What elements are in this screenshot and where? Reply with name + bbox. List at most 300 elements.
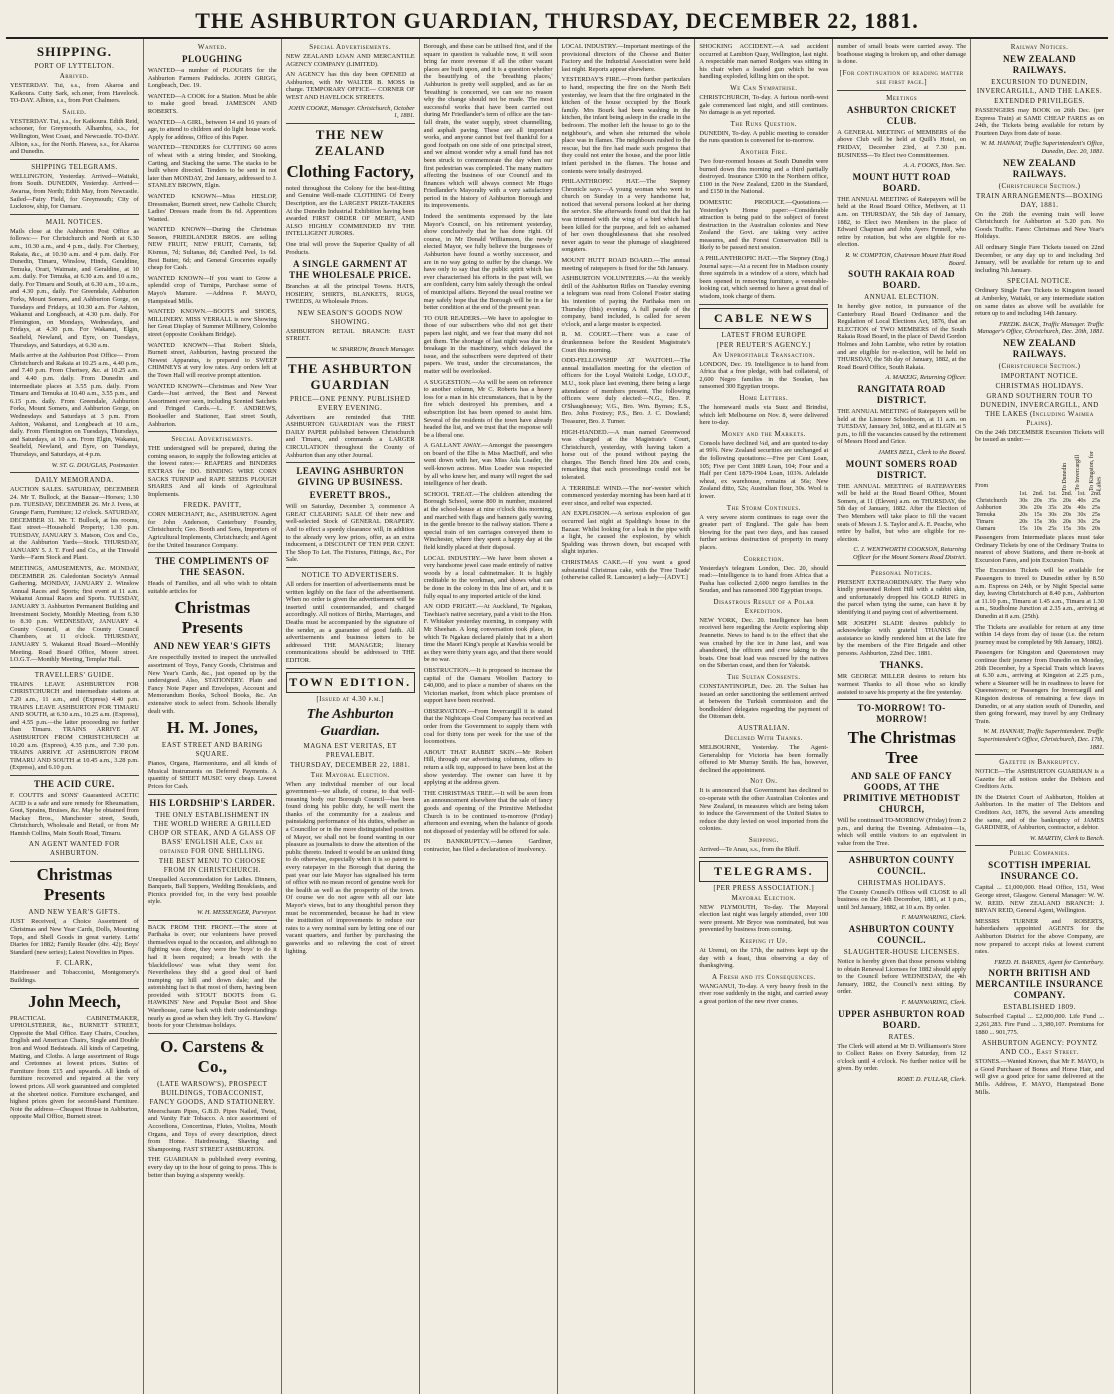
fares-cell: 20s <box>1019 512 1028 519</box>
section-heading: A Fresh and its Consequences. <box>711 972 816 981</box>
section-heading: MAGNA EST VERITAS, ET PREVALEBIT. <box>303 741 397 759</box>
article-text: At Urenui, on the 17th, the natives kept up the day with a feast, thus observing a day of thanksgiving. <box>699 946 829 970</box>
section-heading: Gazette in Bankruptcy. <box>999 758 1080 767</box>
fares-cell: 20s <box>1033 498 1043 505</box>
article-text: BACK FROM THE FRONT.—The store at Parihaka is over; our volunteers have proved themselves equal to the occasion, and although no fighting was done, they were the 'boys' to do it had it been required; a breath with the 'blackfellows' was what they went for. Nevertheless they did a good deal of hard tramping up hill and down dale; and the astonishing fact is that most of them, having been provided with STOUT BOOTS from G. HAWKINS' New and Popular Boot and Shoe Warehouse, came back with their understandings nearly as good as when they left. Try G. Hawkins' boots for your Christmas holidays. <box>147 923 277 1030</box>
signature-line: A. MAKEIG, Returning Officer. <box>885 374 967 382</box>
article-text: THE ANNUAL MEETING of Ratepayers will be held at the Road Board Office, Methven, at 11 a.m. on THURSDAY, the 5th day of January, 1882, to Elect two Members in the place of Edward Chapman and John Ayers Fennell, who retire by rotation, but who are eligible for re-election. <box>837 195 967 249</box>
article-text: Meerschaum Pipes, G.B.D. Pipes Nailed, Twist, and Vanity Fair Tobacco. A nice assortment of Accordions, Concertinas, Flutes, Violins, Mouth Organs, and Toys of every description, direct from Home. Hairdressing, Shaving and Shampooing. FAST STREET ASHBURTON. <box>147 1107 277 1153</box>
article-text: WANTED KNOWN—Miss HESLOP, Dressmaker, Burnett street, new Catholic Church; Ladies' Dresses made from 8s 6d. Apprentices Wanted. <box>147 192 277 223</box>
subheadline: ASHBURTON COUNTY COUNCIL. <box>848 854 955 876</box>
divider <box>286 357 415 358</box>
article-text: One trial will prove the Superior Quality of all Products. <box>285 240 415 256</box>
divider <box>10 159 139 160</box>
article-text: WANGANUI, To-day. A very heavy fresh in the river rose suddenly in the night, and carried away a great portion of the new river cranes. <box>699 982 829 1005</box>
subheadline: NEW ZEALAND RAILWAYS. <box>1003 157 1077 179</box>
section-heading: DAILY MEMORANDA. <box>34 476 114 485</box>
fares-cell: 25s <box>1048 526 1057 533</box>
article-text: YESTERDAY. Tui, s.s., from Akaroa and Kaikoura. Cutty Sark, sch.oner, from Havelock. TO-DAY. Albion, s.s., from Port Chalmers. <box>10 82 139 105</box>
section-heading: Another Fire. <box>740 147 788 156</box>
article-text: LONDON, Dec. 19. Intelligence is to hand from Africa that a free pledge, with bad collateral, of 2,600 Negro families in the Soudan, has ransomed 300 Egyptian troops. <box>699 360 829 391</box>
section-heading: SLAUGHTER-HOUSE LICENSES. <box>843 948 960 956</box>
table-row <box>975 519 1104 526</box>
fares-header-cell <box>975 491 1017 498</box>
fares-cell: 25s <box>1091 498 1101 505</box>
section-heading: (LATE WARSOW'S), PROSPECT BUILDINGS, TOBACCONIST, FANCY GOODS, AND STATIONERY. <box>149 1079 276 1106</box>
article-text: noted throughout the Colony for the best-fitting and Genuine Well-made CLOTHING Of Every Description, are the LARGEST PRIZE-TAKERS At the Dunedin Industrial Exhibition having been awarded FIRST ORDER OF MERIT, AND ALSO HIGHLY COMMENDED BY THE INTELLIGENT JURORS. <box>285 184 415 238</box>
divider <box>699 857 828 858</box>
section-heading: Money and the Markets. <box>721 429 806 438</box>
signature-line: A. A. FOOKS, Hon. Sec. <box>903 162 967 170</box>
article-text: Heads of Families, and all who wish to obtain suitable articles for <box>147 580 277 595</box>
article-text: WANTED—A GIRL, between 14 and 16 years of age, to attend to children and do light house work. Apply for address, Office of this Paper. <box>147 118 277 141</box>
subheadline: TO-MORROW! TO-MORROW! <box>857 703 946 725</box>
subheadline: NEW ZEALAND RAILWAYS. <box>1003 54 1077 75</box>
article-text: A PHILANTHROPIC HAT.—The Stepney (Eng.) Journal says:—At a recent fire in Madison county three squirrels in a window of a store, which had been opened in removing furniture, a venerable-looking cat, which seemed to have a great deal of wisdom, took charge of them. <box>699 255 829 301</box>
article-text: MELBOURNE, Yesterday. The Agent-Generalship for Victoria has been formally offered to Mr Murray Smith. He has, however, declined the appointment. <box>699 744 829 774</box>
section-heading: NEW SEASON'S GOODS NOW SHOWING. <box>297 308 403 326</box>
article-text: YESTERDAY'S FIRE.—From further particulars to hand, respecting the fire on the North Belt yesterday, we learn that the fire originated in the kitchen of the house occupied by the Bourk family. Mrs Bourk had been washing in the kitchen, the infant being asleep in the cradle in the bedroom. The mother left the house to go to the neighbour's, and when she returned the whole place was in flames. The neighbours rushed to the rescue, but the fire had made such progress that they could not enter the house, and the poor little infant perished in the flames. The house and contents were totally destroyed. <box>561 76 691 175</box>
section-heading: NOTICE TO ADVERTISERS. <box>301 570 399 579</box>
article-text: CORN MERCHANT, &c., ASHBURTON. Agent for John Anderson, Canterbury Foundry, Christchurch; Geo. Booth and Sons, Importers of Agricultural Implements, Christchurch; and Agent for the United Insurance Company. <box>147 511 277 549</box>
section-heading: THURSDAY, DECEMBER 22, 1881. <box>290 760 411 769</box>
article-text: NEW YORK, Dec. 20. Intelligence has been received here regarding the Arctic exploring ship Jeannette. News to hand is to the effect that she was crushed by the ice in June last, and was abandoned, the officers and crew taking to the boats. One boat load was rescued by the natives on the Siberian coast, and then for Yakutsk. <box>699 616 829 670</box>
article-text: WANTED—A COOK for a Station. Must be able to make good bread. JAMESON AND ROBERTS. <box>147 92 277 115</box>
article-text: STONES.—Wanted Known, that Mr F. MAYO, is a Good Purchaser of Bones and Horse Hair, and will give a good price for same delivered at the Mills. Address, F. MAYO, Hampstead Bone Mills. <box>975 1058 1104 1096</box>
columns <box>6 39 1108 1394</box>
divider <box>148 794 277 795</box>
article-text: Hairdresser and Tobacconist, Montgomery's Buildings. <box>10 969 139 985</box>
signature-line: FREDK. BACK, Traffic Manager. Traffic Manager's Office, Christchurch, Dec. 20th, 1881. <box>977 320 1104 336</box>
article-text: The Clerk will attend at Mr D. Williamson's Store to Collect Rates on Every Saturday, from 12 o'clock until 4 o'clock. No further notice will be given. By order. <box>837 1042 967 1073</box>
section-heading: We Can Sympathise. <box>730 83 798 92</box>
section-heading: TRAIN ARRANGEMENTS—BOXING DAY, 1881. <box>976 191 1104 209</box>
fares-cell: 20s <box>1062 505 1072 512</box>
subheadline: SCOTTISH IMPERIAL INSURANCE CO. <box>988 860 1091 882</box>
fares-cell: 30s <box>1048 512 1057 519</box>
article-text: WELLINGTON, Yesterday. Arrived—Waitaki, from South. DUNEDIN, Yesterday. Arrived—Awarua, from North; Edith May, from Newcastle. Sailed—Fairy Field, for Greymouth; City of Lucknow, ship, for Oamaru. <box>10 172 139 211</box>
section-heading: Home Letters. <box>739 394 789 402</box>
section-heading: Declined With Thanks. <box>724 734 803 742</box>
section-heading: [For continuation of reading matter see first page.] <box>839 68 964 86</box>
section-heading: RATES. <box>888 1032 915 1041</box>
section-heading: Railway Notices. <box>1010 43 1069 51</box>
section-heading: [Issued at 4.30 p.m.] <box>316 694 385 703</box>
section-heading: IMPORTANT NOTICE. <box>1000 371 1079 380</box>
column-2 <box>144 39 282 1394</box>
article-text: In hereby give notice, in pursuance of the Canterbury Road Board Ordinance and the Regulation of Local Elections Act, 1876, that an ELECTION of TWO MEMBERS of the South Rakaia Road Board, in the place of David Gordon Holmes and John Lambie, who retire by rotation and are eligible for re-election, will be held on THURSDAY, the 5th day of January, 1882, at the Road Board Office, South Rakaia. <box>837 303 967 371</box>
fares-header-cell: 1st. <box>1019 491 1028 498</box>
article-text: Will on Saturday, December 3, commence A GREAT CLEARING SALE Of their new and well-selected Stock of GENERAL DRAPERY. And to effect a speedy clearance will, in addition to the already very low prices, offer, as an extra inducement, a DISCOUNT OF TEN PER CENT. The Shop To Let. The Fixtures, Fittings, &c., For Sale. <box>285 503 415 564</box>
section-heading: Disastrous Result of a Polar Expedition. <box>713 597 815 615</box>
section-heading: EXTENDED PRIVILEGES. <box>994 97 1085 105</box>
article-text: ABOUT THAT RABBIT SKIN.—Mr Robert Hill, through our advertising columns, offers to return a silk top, supposed to have been lost at the show yesterday. The owner can have it by applying at the address given. <box>423 748 553 787</box>
fares-cell: 35s <box>1048 498 1057 505</box>
section-heading: THE ONLY ESTABLISHMENT IN THE WORLD WHERE A GRILLED CHOP OR STEAK, AND A GLASS OF BASS' ENGLISH ALE, Can be obtained FOR ONE SHILLING. <box>148 810 277 855</box>
article-text: Passengers for Kingston and Queenstown may continue their journey from Dunedin on Monday, 26th December, by a Special Train which leaves at 6.30 a.m., arriving at Kingston at 2.25 p.m., where a Steamer will be in readiness to leave for Queenstown; or Passengers for Invercargill and Kingston desirous of remaining a few days in Dunedin, or at any station south of Dunedin, and then going forward, may travel by any Ordinary Train. <box>975 649 1104 725</box>
section-heading: Public Companies. <box>1009 849 1070 858</box>
article-text: WANTED KNOWN.—BOOTS and SHOES, MILLINERY. MISS VERRALL is now Showing her Great Display of Summer Millinery, Colombo street (opposite Cookham Bridge). <box>147 308 277 338</box>
article-text: A GALLANT AWAY.—Amongst the passengers on board of the Elbe is Miss MacDuff, and who went down with her, was Miss Ada Loader, the well-known actress. Miss Loader was respected by all who knew her, and many will regret the sad intelligence of her death. <box>423 442 553 488</box>
article-text: F. COUTTS and SONS' Guaranteed ACETIC ACID is a safe and sure remedy for Rheumatism, Gout, Sprains, Bruises, &c. May be obtained from Mackay Bros., Manchester street, South, Christchurch, Wholesale and Retail, or from Mr Hamish Collins, Main South Road, Timaru. <box>10 791 139 837</box>
divider <box>10 472 139 473</box>
section-heading: ASHBURTON AGENCY: POYNTZ AND CO., East Street. <box>981 1039 1098 1057</box>
article-text: THE CHRISTMAS TREE.—It will be seen from an announcement elsewhere that the sale of fancy goods and opening of the Primitive Methodist Church is to be continued to-morrow (Friday) afternoon and evening, when the balance of goods not disposed of yesterday will be offered for sale. <box>423 789 553 835</box>
section-heading: Arrived. <box>59 72 90 80</box>
section-heading: Shipping. <box>748 835 779 844</box>
newspaper-title: The Ashburton Guardian. <box>306 706 394 739</box>
section-heading: CHRISTMAS HOLIDAYS. <box>857 878 946 887</box>
fares-cell: 30s <box>1019 505 1028 512</box>
article-text: Arrived—Te Anau, s.s., from the Bluff. <box>699 845 800 853</box>
subheadline: THE ACID CURE. <box>34 778 115 789</box>
subheadline: NEW ZEALAND RAILWAYS. <box>1003 337 1077 359</box>
fares-header-cell: 2nd. <box>1061 491 1073 498</box>
article-text: Branches at all the principal Towns. HATS, HOSIERY, SHIRTS, BLANKETS, RUGS, TWEEDS, At Wholesale Prices. <box>285 283 415 306</box>
subheadline: EVERETT BROS., <box>309 490 391 501</box>
fares-cell: 15s <box>1033 512 1043 519</box>
article-text: WANTED KNOWN—That Robert Shiels, Burnett street, Ashburton, having procured the Newest Apparatus, is prepared to SWEEP CHIMNEYS at very low rates. Any orders left at the Town Hall will receive prompt attention. <box>147 341 277 379</box>
article-text: ASHBURTON RETAIL BRANCH: EAST STREET. <box>285 327 415 343</box>
article-text: All orders for insertion of advertisements must be written legibly on the face of the advertisement. When no order is given the advertisement will be inserted until countermanded, and charged accordingly. All notices of Births, Marriages, and Deaths must be accompanied by the signature of the sender, as a guarantee of good faith. All advertisements and business letters to be addressed THE MANAGER; literary communications should be addressed to THE EDITOR. <box>285 580 415 664</box>
section-heading: F. CLARK, <box>56 959 93 968</box>
article-text: Mails arrive at the Ashburton Post Office— From Christchurch and Rakaia at 10.25 a.m., 4.40 p.m., and 7.40 p.m. From Chertsey, &c. at 10.25 a.m. and 4.40 p.m. daily. From Dunedin and intermediate places at 3.55 p.m. daily. From Timaru and Temuka at 10.40 a.m., 3.55 p.m., and 6.15 p.m. daily. From Greendale, Ashburton Forks, Mount Somers, and Ashburton Gorge, on Wednesdays and Saturdays at 3 p.m. From Ashton, Wakanui, and Longbeach at 10 a.m., daily. From Flemington on Tuesdays, Thursdays, and Saturdays, at 10 a.m. From Elgin, Wakanui, Seafield, Newland, and Eyre, on Tuesdays, Thursdays, and Saturdays, at 4 p.m. <box>10 352 139 458</box>
article-text: AUCTION SALES. SATURDAY, DECEMBER 24. Mr T. Bullock, at the Bazaar—Horses; 1.30 p.m. TUESDAY, DECEMBER 26. Mr J. Ivess, at Grange Farm, Furniture; 12 o'clock. SATURDAY, DECEMBER 31. Mr. T. Bullock, at his rooms, East street—Household Property; 1.30 p.m. TUESDAY, JANUARY 3. Matson, Cox and Co., at the Ashburton Yards—Stock. THURSDAY, JANUARY 5. J. T. Ford and Co., at the Tinwald Yards—Farm Stock and Plant. <box>10 486 139 562</box>
masthead: THE ASHBURTON GUARDIAN, THURSDAY, DECEMBER 22, 1881. <box>6 6 1108 39</box>
section-heading: PORT OF LYTTELTON. <box>34 62 115 70</box>
article-text: On the 24th DECEMBER Excursion Tickets will be issued as under:— <box>975 428 1104 444</box>
article-text: Mails close at the Ashburton Post Office as follows:— For Christchurch and North at 6.30 a.m., 10.30 a.m., and 4 p.m., daily. For Chertsey, Rakaia, &c., at 10.30 a.m. and 4 p.m. daily. For Dunedin, Timaru, Winslow, Hinds, Geraldine, Temuka, Orari, Waimate, and Geraldine, at 10 a.m. daily. For Temuka, at 6.30 a.m. and 10 a.m., daily. For Timaru and South, at 6.30 a.m., 10 a.m., and 4.30 p.m., daily. For Greendale, Ashburton Forks, Mount Somers, and Ashburton Gorge, on Tuesdays and Fridays, at 10.30 a.m. For Ashton, Wakanui and Longbeach, at 4.30 p.m. daily. For Flemington, on Mondays, Wednesdays, and Fridays, at 4.30 p.m. For Wakanui, Elgin, Seafield, Newland, and Eyre, on Tuesdays, Thursdays, and Saturdays, at 6.30 a.m. <box>10 227 139 349</box>
article-text: A very severe storm continues to rage over the greater part of England. The gale has been blowing for the past two days, and has caused further serious destruction of property in many places. <box>699 513 829 551</box>
article-text: The homeward mails via Suez and Brindisi, which left Melbourne on Nov. 8, were delivered here to-day. <box>699 404 829 427</box>
article-text: A GENERAL MEETING of MEMBERS of the above Club will be held at Quill's Hotel, on FRIDAY, December 23rd, at 7.30 p.m. BUSINESS—To Elect two Committeemen. <box>837 128 967 159</box>
section-heading: EXCURSION TO DUNEDIN, INVERCARGILL, AND THE LAKES. <box>976 78 1103 95</box>
headline: THE NEW ZEALAND <box>314 126 386 158</box>
display-headline: H. M. Jones, <box>166 718 258 738</box>
subheadline: MOUNT HUTT ROAD BOARD. <box>852 171 951 193</box>
display-headline: Christmas Presents <box>174 598 251 638</box>
article-text: Consols have declined ¼d, and are quoted to-day at 99¾. New Zealand securities are unchanged at the following quotations:—Five per Cent Loan, 105; Five per Cent 1889 Loan, 104; Four and a Half per Cent 1879-1904 Loan, 103⅝. Adelaide wheat, ex warehouse, remains at 56s; New Zealand ditto, 52s; Australian flour, 30s. Wool is lower. <box>699 439 829 500</box>
article-text: YESTERDAY. Tui, s.s., for Kaikoura. Edith Reid, schooner, for Greymouth. Alhambra, s.s., for Wellington, West Coast, and Newcastle. TO-DAY. Albion, s.s., for the North. Hawea, s.s., for Akaroa and Dunedin. <box>10 117 139 156</box>
fares-cell: 30s <box>1048 519 1057 526</box>
subheadline: PLOUGHING <box>182 54 243 64</box>
section-heading: An Unprofitable Transaction. <box>712 350 816 359</box>
article-text: Borough, and these can be utilised first, and if the square in question is valuable now, it will soon bring far more revenue if all the other vacant places are built upon, and it is a question whether the beautifying of the 'breathing places,' Ashburton is pretty well supplied, and as far as 'breathing' is concerned, we can see no reason why the change should not be made. The most successful works that have been carried out during Mr Friedlander's term of office are the tan-fall drain, the water supply, street channelling, and asphalt paving. These are all important works, and anyone cannot but feel thankful for a good footpath on one side of one principal street, and we almost wonder why a small fund has not been struck to commemorate the day when our first pedestrian was completed. The many matters affecting the business of our Council and its finances which will always connect Mr Hugo Friedlander's Mayoralty with a very satisfactory period in the history of Ashburton Borough and its improvements. <box>423 43 553 210</box>
article-text: Unequalled Accommodation for Ladies. Dinners, Banquets, Ball Suppers, Wedding Breakfasts, and Picnics provided for, in the very best possible style. <box>147 875 277 906</box>
article-text: LOCAL INDUSTRY.—Important meetings of the provisional directors of the Cheese and Butter Factory and the Industrial Association were held last night. Reports appear elsewhere. <box>561 43 691 73</box>
section-heading: AN AGENT WANTED FOR ASHBURTON. <box>28 840 120 858</box>
divider <box>148 920 277 921</box>
fares-cell: 15s <box>1062 526 1072 533</box>
article-text: All ordinary Single Fare Tickets issued on 22nd December, or any day up to and including 3rd January, will be available for return up to and including 7th January. <box>975 243 1104 274</box>
divider <box>10 214 139 215</box>
signature-line: JOHN COOKE, Manager. Christchurch, October 1, 1881. <box>288 104 415 120</box>
section-heading: AND NEW YEAR'S GIFTS. <box>28 908 121 917</box>
section-heading: LATEST FROM EUROPE <box>721 330 807 339</box>
divider <box>286 462 415 463</box>
section-heading: GRAND SOUTHERN TOUR TO DUNEDIN, INVERCARGILL, AND THE LAKES (Including Waimea Plains). <box>980 391 1099 427</box>
article-text: NEW PLYMOUTH, To-day. The Mayoral election last night was largely attended, over 100 were present. Mr Bryce was nominated, but was prevented by business from coming. <box>699 903 829 934</box>
divider <box>975 754 1104 755</box>
fares-cell: 30s <box>1077 526 1086 533</box>
divider <box>837 565 966 566</box>
article-text: ODD-FELLOWSHIP AT WAITOHI.—The annual installation meeting for the election of officers for the Loyal Waitohi Lodge, I.O.O.F., M.U., took place last evening, there being a large attendance of members present. The following officers were duly elected:—N.G., Bro. P. O'Shaughnessy; V.G., Bro. Wm. Byrnes; E.S., Bro. John Foxtrey; P.S., Bro. J. C. Dowland; Treasurer, Bro. J. Turner. <box>561 357 691 425</box>
fares-cell: 20s <box>1019 519 1028 526</box>
article-text: DUNEDIN, To-day. A public meeting to consider the runs question is convened for to-morrow. <box>699 129 829 145</box>
section-heading: SPECIAL NOTICE. <box>1007 277 1072 286</box>
article-text: A SUGGESTION.—As will be seen on reference to another column, Mr C. Roberts has a heavy loss for a man in his circumstances, that is by the fire which destroyed his premises, and a subscription list has been opened to assist him. Several of the residents of the town have already headed the list, and we trust that the response will be a liberal one. <box>423 378 553 439</box>
section-heading: (Christchurch Section.) <box>998 181 1081 190</box>
article-text: WANTED KNOWN—During the Christmas Season, FRIEDLANDER BROS. are selling NEW FRUIT, NEW FRUIT, Currants, 6d; Kismus, 7d; Sultanas, 8d; Candied Peel, 1s 6d. Best Butter, 6d; and General Groceries equally cheap for Cash. <box>147 226 277 272</box>
article-text: MEETINGS, AMUSEMENTS, &c. MONDAY, DECEMBER 26. Caledonian Society's Annual Gathering. MONDAY, JANUARY 2. Winslow Annual Races and Sports; first event at 11 a.m. Wakanui Annual Races and Sports. TUESDAY, JANUARY 3. Ashburton Permanent Building and Investment Society, Monthly Meeting, from 6.30 to 8.30 p.m. WEDNESDAY, JANUARY 4. County Council, at the County Council Chambers, at 11 o'clock. THURSDAY, JANUARY 5. Wakanui Road Board—Monthly Meeting. Road Board Office, Moore street. I.O.G.T.—Monthly Meeting, Templar Hall. <box>10 565 139 664</box>
subheadline: SOUTH RAKAIA ROAD BOARD. <box>848 269 956 291</box>
section-heading: [PER PRESS ASSOCIATION.] <box>713 883 815 892</box>
boxed-heading: CABLE NEWS <box>699 308 828 329</box>
article-text: ASHBURTON VOLUNTEERS.—At the weekly drill of the Ashburton Rifles on Tuesday evening a telegram was read from Colonel Foster stating his intention of paying the Parihaka men on Thursday (this) evening. A full parade of the company, band included, is called for seven o'clock, and a large muster is expected. <box>561 275 691 328</box>
fares-cell: Christchurch <box>976 498 1008 505</box>
article-text: WANTED—TENDERS for CUTTING 60 acres of wheat with a string binder, and Stooking, Carting, and Stacking the same. The stacks to be built where directed. Tenders to be sent in not later than MONDAY, 2nd January, addressed to J. STANLEY BROWN, Elgin. <box>147 144 277 190</box>
signature-line: C. J. WENTWORTH COOKSON, Returning Officer for the Mount Somers Road District. <box>853 546 967 561</box>
divider <box>10 667 139 668</box>
section-heading: Meetings <box>886 93 918 102</box>
article-text: SCHOOL TREAT.—The children attending the Borough School, some 800 in number, mustered at the school-house at nine o'clock this morning, and marched with flags and banners gaily waving in the gentle breeze to the railway station. There a special train of ten carriages conveyed them to Winchester, where they spent a happy day at the field kindly placed at their disposal. <box>423 490 553 551</box>
article-text: THE ANNUAL MEETING of RATEPAYERS will be held at the Road Board Office, Mount Somers, at 11 (Eleven) a.m. on THURSDAY, the 5th day of January, 1882. After the Election of Two Members will take place to fill the vacant seats of Messrs J. S. Taylor and A. E. Peache, who retire by ballot, but who are eligible for re-election. <box>837 482 967 543</box>
section-heading: (Christchurch Section.) <box>998 361 1081 370</box>
fares-header-cell: 1st. <box>1048 491 1057 498</box>
article-text: THE ANNUAL MEETING of Ratepayers will be held at the Lismore Schoolroom, at 11 a.m. on TUESDAY, January 3rd, 1882, and at ELGIN at 5 p.m., to fill the vacancies caused by the retirement of Messrs Hood and Grice. <box>837 408 967 446</box>
article-text: THE GUARDIAN is published every evening, every day up to the hour of going to press. This is better than buying a sixpenny weekly. <box>147 1156 277 1179</box>
article-text: CONSTANTINOPLE, Dec. 20. The Sultan has issued an order sanctioning the settlement arrived at between the Turkish commission and the bondholders' delegates regarding the payment of the Ottoman debt. <box>699 683 829 721</box>
column-1 <box>6 39 144 1394</box>
section-heading: [PER REUTER'S AGENCY.] <box>716 340 811 349</box>
fares-cell: 25s <box>1091 519 1101 526</box>
fares-cell: 40s <box>1077 505 1086 512</box>
article-text: PRACTICAL CABINETMAKER, UPHOLSTERER, &c., BURNETT STREET, Opposite the Mail Office. Easy Chairs, Couches, English and American Chairs, Single and Double Iron and Wood Bedsteads. All kinds of Carpeting, Matting, and Cloths. A large assortment of Rugs and Cretonnes at lowest prices. Suites of Furniture from £15 and upwards. All kinds of furniture recovered and repaired at the very lowest prices. All work guaranteed and completed at the shortest notice. Furniture exchanged, and highest prices given for second-hand Furniture. Note the address—Cheapest House in Ashburton, opposite Mail Office, Burnett street. <box>10 1014 139 1121</box>
fares-cell: 20s <box>1033 505 1043 512</box>
headline: THE ASHBURTON GUARDIAN <box>287 360 413 392</box>
article-text: When any individual member of our local government—we allude, of course, to that well-meaning body our Borough Council—has been found doing his public duty, he will merit the thanks of the community for a zealous and painstaking performance of his duties, whether as a Councillor or in the more distinguished position of Mayor, we shall not be found wanting in our pleasure as journalists to draw the attention of the public thereto. Indeed it would be an unkind thing to do otherwise, especially when it is so patent to every ratepayer in the Borough that during the past year our late Mayor has signalised his term of office with no mean record of genuine work for the health as well as the prosperity of the town. Of course we do not agree with all our late Mayor's views, but to any thoughtful person they must be recommended, because he had in view the institution of improvements to reduce our rates to a very nominal sum by letting one of our vacant quarters, and further by purchasing the gasworks and so relieving the cost of street lighting. <box>285 780 415 955</box>
article-text: The County Council's Offices will CLOSE to all business on the 24th December, 1881, at 1 p.m., until 3rd January, 1882, at 10 a.m. By order. <box>837 888 967 911</box>
signature-line: ROBT. D. FULLAR, Clerk. <box>897 1075 967 1083</box>
article-text: Are respectfully invited to inspect the unrivalled assortment of Toys, Fancy Goods, Christmas and New Year's Cards, &c., just opened up by the undersigned. Also, STATIONERY. Plain and Fancy Note Paper and Envelopes, Account and Memorandum Books, School Books, &c. An extensive stock to select from. Schools liberally dealt with. <box>147 654 277 715</box>
article-text: Two four-roomed houses at South Dunedin were burned down this morning and a third partially destroyed. Insurance £300 in the Northern office, £100 in the New Zealand, £200 in the Standard, and £150 in the National. <box>699 157 829 196</box>
fares-cell: 10s <box>1033 526 1043 533</box>
fares-header-cell: 2nd. <box>1032 491 1044 498</box>
divider <box>10 775 139 776</box>
article-text: PHILANTHROPIC HAT.—The Stepney Chronicle says:—A young woman who went to church on Sunday in a very handsome hat, noticed that several persons looked at her during the service. She afterwards found out that the hat was trimmed with the wing of a bird which had been killed for the purpose, and felt so ashamed of her own thoughtlessness that she resolved never again to wear the plumage of slaughtered songsters. <box>561 178 691 254</box>
section-heading: The Storm Continues. <box>726 503 801 512</box>
section-heading: Personal Notices. <box>870 568 933 577</box>
signature-line: W. ST. G. DOUGLAS, Postmaster. <box>51 461 139 469</box>
article-text: Pianos, Organs, Harmoniums, and all kinds of Musical Instruments on Deferred Payments. A quantity of SHEET MUSIC very cheap. Lowest Prices for Cash. <box>147 760 277 790</box>
column-3 <box>282 39 420 1394</box>
subheadline: A SINGLE GARMENT AT THE WHOLESALE PRICE. <box>289 259 412 281</box>
divider <box>837 699 966 700</box>
article-text: THE undersigned will be prepared, during the coming season, to supply the following articles at the lowest rates:— REAPERS and BINDERS EXTRAS for DO. BINDING WIRE CORN SACKS TURNIP and RAPE SEEDS PLOUGH SHARES And all kinds of Agricultural Implements. <box>147 445 277 498</box>
divider <box>286 668 415 669</box>
article-text: HIGH-HANDED.—A man named Greenwood was charged at the Magistrate's Court, Christchurch, yesterday, with having taken a horse out of the pound without paying the charges. The Bench fined him 20s and costs, remarking that such proceedings could not be tolerated. <box>561 428 691 482</box>
fares-cell: 20s <box>1062 498 1072 505</box>
fares-cell: 20s <box>1062 512 1072 519</box>
article-text: A TERRIBLE WIND.—The nor'-wester which commenced yesterday morning has been hard at it ever since, and relief was expected. <box>561 484 691 507</box>
display-headline: Christmas Presents <box>36 865 113 905</box>
article-text: Indeed the sentiments expressed by the late Mayor's Council, on his retirement yesterday, show conclusively that he has done right. Of course, in Mr Donald Williamson, the newly elected Mayor, we fully believe the burgesses of Ashburton have found a worthy successor, and are in no way going to suffer by the change. We have only to say that the public spirit which has ever characterised his efforts in the past will, we are confident, carry him safely through the ordeal of municipal affairs. Beyond the usual routine we may safely hope that the Borough will be in a far better condition at the end of the present year. <box>423 213 553 312</box>
article-text: AN EXPLOSION.—A serious explosion of gas occurred last night at Spalding's house in the Bazaar. Whilst looking for a leak in the pipe with a light, he caused the explosion, by which Spalding was thrown down, but escaped with slight injuries. <box>561 510 691 556</box>
section-heading: The Sultan Consents. <box>727 673 801 682</box>
article-text: AN AGENCY has this day been OPENED at Ashburton, with Mr WALTER B. MOSS in charge. TEMPORARY OFFICE— CORNER OF WEST AND HAVELOCK STREETS. <box>285 71 415 101</box>
subheadline: ASHBURTON CRICKET CLUB. <box>847 104 957 126</box>
headline: SHIPPING. <box>36 44 112 59</box>
article-text: PRESENT EXTRAORDINARY. The Party who kindly presented Robert Hill with a rabbit skin, and unfortunately dropped his GOLD RING in the parcel when tying the same, can have it by identifying it and paying cost of advertisement. <box>837 578 967 616</box>
article-text: MESSRS TURNER and ROBERTS, haberdashers appointed AGENTS for the Ashburton District for the above Company, are now prepared to accept risks at lowest current rates. <box>975 917 1104 956</box>
article-text: WANTED KNOWN—Christmas and New Year Cards—Just arrived, the Best and Newest Assortment ever seen, including Scented Satchets and Fringed Cards.—L. F. ANDREWS, Bookseller and Stationer, East street South, Ashburton. <box>147 382 277 428</box>
section-heading: Wanted. <box>197 43 227 51</box>
article-text: IN BANKRUPTCY.—James Gardiner, contractor, has filed a declaration of insolvency. <box>423 838 553 853</box>
section-heading: EAST STREET AND BARING SQUARE. <box>161 741 263 759</box>
table-row <box>975 498 1104 505</box>
column-4 <box>420 39 558 1394</box>
article-text: The Tickets are available for return at any time within 14 days from day of issue (i.e. the return journey must be completed by 9th January, 1882). <box>975 623 1104 646</box>
section-heading: Not On. <box>750 777 778 786</box>
signature-line: W. SPARROW, Branch Manager. <box>331 346 415 354</box>
fares-cell: 40s <box>1077 498 1086 505</box>
divider <box>699 304 828 305</box>
subheadline: LEAVING ASHBURTON GIVING UP BUSINESS. <box>296 466 404 488</box>
fares-cell: 25s <box>1091 505 1101 512</box>
signature-line: R. W. COMPTON, Chairman Mount Hutt Road Board. <box>845 251 967 267</box>
divider <box>10 988 139 989</box>
subheadline: RANGITATA ROAD DISTRICT. <box>857 384 946 406</box>
fares-cell: Temuka <box>976 512 996 519</box>
section-heading: Correction. <box>743 554 785 563</box>
boxed-heading: TOWN EDITION. <box>286 672 415 693</box>
fares-table <box>975 447 1104 533</box>
display-headline: John Meech, <box>28 991 121 1011</box>
article-text: Yesterday's telegram London, Dec. 20, should read:—Intelligence is to hand from Africa that a Pasha has collected 2,600 negro families in the Soudan, and has ransomed 300 Egyptian troops. <box>699 564 829 595</box>
article-text: Subscribed Capital ... £2,000,000. Life Fund ... 2,261,283. Fire Fund ... 3,380,107. Premiums for 1880 ... 901,775. <box>975 1013 1104 1036</box>
section-heading: Sailed. <box>62 107 87 116</box>
signature-line: FRED. H. BARNES, Agent for Canterbury. <box>994 958 1104 966</box>
divider <box>837 851 966 852</box>
article-text: The Excursion Tickets will be available for Passengers to travel to Dunedin either by 8.50 a.m. Express on 24th, or by Night Special same day, leaving Christchurch at 8.40 p.m., Ashburton at 11.10 p.m., Timaru at 1.45 a.m., Timaru at 1.30 a.m., Studholme Junction at 2.35 a.m., arriving at Dunedin at 8 a.m. (25th). <box>975 567 1104 620</box>
article-text: LOCAL INDUSTRY.—We have been shown a very handsome jewel case made entirely of native woods by a local cabinetmaker. It is highly creditable to the workman, and shows what can be done in the colony in this line of art, and it is fully equal to any imported article of the kind. <box>423 554 553 600</box>
signature-line: F. MAINWARING, Clerk. <box>901 998 967 1006</box>
table-row <box>975 505 1104 512</box>
display-headline: Clothing Factory, <box>286 161 414 181</box>
section-heading: CHRISTMAS HOLIDAYS. <box>995 381 1084 390</box>
signature-line: W. MARTIN, Clerk to Bench. <box>1029 834 1104 842</box>
article-text: R. M. COURT.—There was a case of drunkenness before the Resident Magistrate's Court this morning. <box>561 331 691 354</box>
table-row <box>975 512 1104 519</box>
fares-cell: 15s <box>1033 519 1043 526</box>
article-text: WANTED KNOWN—If you want to Grow a splendid crop of Turnips, Purchase some of Mayo's Manure. —Address F. MAYO, Hampstead Mills. <box>147 274 277 305</box>
article-text: JUST Received, a Choice Assortment of Christmas and New Year Cards, Dolls, Mounting Tops, and Shell Goods in great variety. Letts' Diaries for 1882; Family Reader (div. 42); Boys' Standard (new series); Latest Novelties in Pipes. <box>10 918 139 956</box>
article-text: MR JOSEPH SLADE desires publicly to acknowledge with grateful THANKS the assistance so kindly rendered him at the late fire by the members of the Fire Brigade and other persons. Ashburton, 22nd Dec. 1881. <box>837 619 967 657</box>
subheadline: MOUNT SOMERS ROAD DISTRICT. <box>845 458 958 480</box>
subheadline: THANKS. <box>879 660 924 671</box>
fares-cell: 30s <box>1077 512 1086 519</box>
article-text: Will be continued TO-MORROW (Friday) from 2 p.m., and during the Evening. Admission—1s, which will entitle visitors to an equivalent in value from the Tree. <box>837 817 967 848</box>
section-heading: FREDK. PAVITT, <box>183 501 242 510</box>
table-row <box>975 526 1104 533</box>
article-text: IN the District Court of Ashburton, Holden at Ashburton. In the matter of The Debtors and Creditors Act, 1876, the several Acts amending the same, and of the bankruptcy of JAMES GARDINER, of Ashburton, contractor, a debtor. <box>975 793 1104 832</box>
article-text: Passengers from Intermediate places must take Ordinary Tickets by one of the Ordinary Trains to nearest of above Stations, and there re-book at Excursion Fares, and join Excursion Train. <box>975 534 1104 564</box>
fares-cell: 20s <box>1062 519 1072 526</box>
divider <box>837 90 966 91</box>
article-text: CHRISTCHURCH, To-day. A furious north-west gale commenced last night, and still continues. No damage is as yet reported. <box>699 93 829 117</box>
fares-cell: 25s <box>1091 512 1101 519</box>
article-text: Capital ... £1,000,000. Head Office, 151, West George street, Glasgow. General Manager: W. W. W. REID. NEW ZEALAND BRANCH: J. BRYAN REID, General Agent, Wellington. <box>975 884 1104 915</box>
fares-destination: To Invercargill <box>1075 455 1082 492</box>
column-7 <box>833 39 971 1394</box>
signature-line: W. H. MESSENGER, Purveyor. <box>196 908 277 916</box>
section-heading: SHIPPING TELEGRAMS. <box>31 162 118 171</box>
fares-cell: 35s <box>1048 505 1057 512</box>
article-text: DOMESTIC PRODUCE.—Quotations.—Yesterday's Home paper:—Considerable attraction is being paid to the subject of forest destruction in the Australian colonies and New Zealand the Govt. are taking very active measures, and the Forest Conservation Bill is likely to be passed next session. <box>699 198 829 252</box>
divider <box>975 845 1104 846</box>
fares-cell: 20s <box>1091 526 1101 533</box>
fares-cell: 15s <box>1019 526 1028 533</box>
signature-line: W. M. HANNAY, Traffic Superintendent. Traffic Superintendent's Office, Christchurch, Dec. 17th, 1881. <box>977 728 1104 751</box>
article-text: OBSTRUCTION.—It is proposed to increase the capital of the Oamaru Woollen Factory to £40,000, and to place a number of shares on the Victorian market, from which place promises of support have been received. <box>423 666 553 705</box>
article-text: AN ODD FRIGHT.—At Auckland, Te Ngakau, Tawhiao's native secretary, paid a visit to the Hon. F. Whitaker yesterday morning, in company with Mr Sheehan. A long conversation took place, in which Te Ngakau declared plainly that in a short time the Maori King's people at Kawhia would be as they were thirty years ago, and that there would be no war. <box>423 603 553 664</box>
display-headline: O. Carstens & Co., <box>160 1036 265 1076</box>
section-heading: THE BEST MENU TO CHOOSE FROM IN CHRISTCHURCH. <box>158 856 266 874</box>
section-heading: ANNUAL ELECTION. <box>864 293 940 302</box>
article-text: PASSENGERS may BOOK on 26th Dec. (per Express Train) at SAME CHEAP FARES as on 24th, the Tickets being available for return by Fourteen Days from date of issue. <box>975 107 1104 137</box>
section-heading: Keeping it Up. <box>739 936 788 945</box>
subheadline: NORTH BRITISH AND MERCANTILE INSURANCE COMPANY. <box>975 968 1104 1001</box>
display-headline: The Christmas Tree <box>847 728 956 768</box>
divider <box>148 431 277 432</box>
article-text: Ordinary Single Fare Tickets to Kingston issued at Amberley, Waitaki, or any intermediate station on same dates as above will be available for return up to and including 14th January. <box>975 287 1104 318</box>
section-heading: Mayoral Election. <box>731 893 796 902</box>
column-8 <box>971 39 1108 1394</box>
subheadline: AND NEW YEAR'S GIFTS <box>153 641 271 652</box>
fares-header-cell: 1st. <box>1077 491 1086 498</box>
article-text: Notice is hereby given that those persons wishing to obtain Renewal Licenses for 1882 should apply to the Council before WEDNESDAY, the 4th January, 1882, the Council's next sitting. By order. <box>837 958 967 996</box>
fares-cell: 30s <box>1077 519 1086 526</box>
article-text: NOTICE—The ASHBURTON GUARDIAN is a Gazette for all notices under the Debtors and Creditors Acts. <box>975 768 1104 791</box>
section-heading: TRAVELLERS' GUIDE. <box>34 670 115 679</box>
subheadline: AND SALE OF FANCY GOODS, AT THE PRIMITIVE METHODIST CHURCH, <box>843 771 961 815</box>
section-heading: The Mayoral Election. <box>310 770 390 779</box>
article-text: WANTED—a number of PLOUGHS for the Ashburton Farmers Paddocks. JOHN GRIGG, Longbeach, Dec. 19. <box>147 67 277 90</box>
column-5 <box>558 39 696 1394</box>
fares-from-label: From <box>975 483 989 490</box>
article-text: SHOCKING ACCIDENT.—A sad accident occurred at Lambton Quay, Wellington, last night. A respectable man named Rodgers was sitting in his chair when a loaded gun which he was handling exploded, killing him on the spot. <box>699 43 829 81</box>
divider <box>286 123 415 124</box>
fares-header-cell: 2nd. <box>1090 491 1102 498</box>
article-text: OBSERVATION.—From Invercargill it is stated that the Nightcaps Coal Company has received an order from the Government to supply them with coal for thirty tons per week for the use of the locomotives. <box>423 707 553 746</box>
fares-cell: Ashburton <box>976 505 1002 512</box>
article-text: number of small boats were carried away. The boathouse staging is broken up, and other damage is done. <box>837 43 967 66</box>
divider <box>148 552 277 553</box>
article-text: NEW ZEALAND LOAN AND MERCANTILE AGENCY COMPANY (LIMITED). <box>285 53 415 68</box>
article-text: It is announced that Government has declined to co-operate with the other Australian Colonies and New Zealand, in measures which are being taken to induce the Government of the United States to reduce the duty levied on wool imported from the colonies. <box>699 787 829 833</box>
fares-destination: To Kingston, for Lakes <box>1088 451 1103 492</box>
divider <box>148 1033 277 1034</box>
section-heading: Special Advertisements. <box>171 435 254 444</box>
article-text: Advertisers are reminded that THE ASHBURTON GUARDIAN was the FIRST DAILY PAPER published between Christchurch and Timaru, and commands a LARGER CIRCULATION throughout the County of Ashburton than any other Journal. <box>285 413 415 459</box>
fares-destination: To Dunedin <box>1061 462 1068 492</box>
signature-line: F. MAINWARING, Clerk. <box>901 914 967 922</box>
fares-cell: Timaru <box>976 519 994 526</box>
article-text: On the 26th the evening train will leave Christchurch for Ashburton at 5.20 p.m. No Goods Traffic. Fares: Christmas and New Year's Holidays. <box>975 210 1104 241</box>
fares-cell: 30s <box>1019 498 1028 505</box>
column-6 <box>695 39 833 1394</box>
section-heading: Special Advertisements. <box>309 43 392 51</box>
